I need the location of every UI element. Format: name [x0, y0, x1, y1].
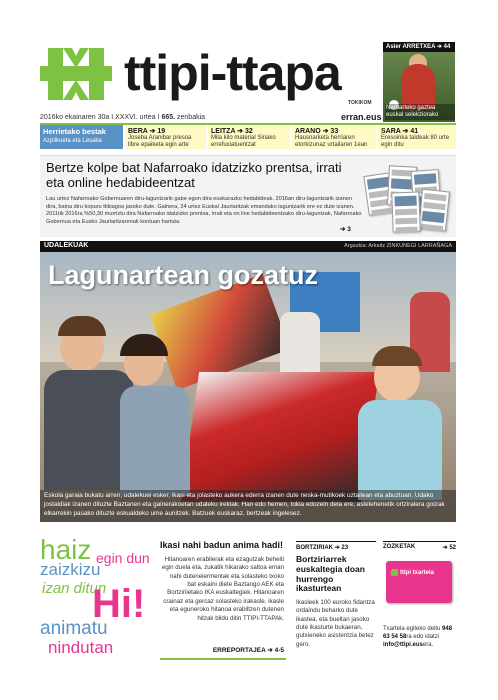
index-item-sara[interactable]: SARA ➔ 41 Eresoinka taldeak 80 urte egin ditu [377, 125, 456, 149]
index-bar [40, 125, 456, 149]
issue-number: 665. [161, 114, 176, 121]
girl-jacket [120, 386, 190, 496]
photo-headline: Lagunartean gozatuz [48, 260, 319, 290]
index-item-leitza[interactable]: LEITZA ➔ 32 Mila kilo material Siriako errefuxiatuentzat [207, 125, 290, 149]
zozketak-box[interactable] [383, 541, 456, 663]
lead-page-ref: ➔ 3 [340, 226, 351, 233]
ttipi-ttapa-logo-icon [40, 38, 112, 110]
tokikom-label: TOKIKOM [348, 100, 372, 106]
promo-word: haiz [40, 536, 92, 565]
anima-page-ref: ERREPORTAJEA ➔ 4-5 [212, 647, 284, 654]
card-name: ttipi txartela [400, 570, 435, 576]
site-link[interactable]: erran.eus [341, 112, 382, 122]
zozketak-body: Txartela egiteko deitu 948 63 54 58ra edo idatzi info@ttipi.eusera. [383, 626, 453, 649]
main-photo[interactable] [40, 252, 456, 522]
lead-body: Lau urtez Nafarroako Gobernuaren diru-laguntzarik gabe egon dira euskarazko hedabideak. 2016an diru-laguntzarik izanen dira, baina diru kopuru ttikiagoa jasoko dute. Gainera, 24 urtez Euskal Jaurlaritzak emandako laguntzarik ere ez dute izanen. 2011tik 2016ra %50,30 murriztu dira Nafarroako idatzizko prentsa, irrati eta on line hedabideentzako diru-laguntzak, Nafarroako Gobernua eta Eusko Jaurlaritzarenak kontuan hartuta. [46, 196, 362, 225]
issue-word: zenbakia [177, 114, 206, 121]
promo-top-page: ➔ 44 [436, 44, 451, 50]
index-item-arano[interactable]: ARANO ➔ 33 Hausnarketa herriaren etorkizunaz urtailaren 1ean [291, 125, 376, 149]
photo-caption: Eskola garaia bukatu arren, udalekuei esker, ikasi eta jolasteko aukera ederra izanen dute neska-mutikoek uztailean eta abuztuan. Udako jostaldiak izanen dituzte Baztanen eta gainerakoetan udaleku ireklak. Han edo hemen, tokia edozein dela ere, astelehenetik ortziralera goizak elkarrekin pasako dituzte eskualdeko ume aunitzek. Batzuek euskaraz, bertzeak ingelesez. [40, 490, 456, 522]
zozketak-label: ZOZKETAK [383, 544, 416, 550]
child-background [280, 312, 320, 372]
index-item-bera[interactable]: BERA ➔ 19 Joseba Aranibar presoa libre epaiketa egin arte [124, 125, 206, 149]
dateline: 2016ko ekainaren 30a I XXXVI. urtea I 665. zenbakia [40, 114, 206, 121]
painted-table [181, 372, 379, 502]
promo-top-caption: Narbarteko gaztea euskal selekziorako [385, 104, 455, 120]
zozketak-header [383, 541, 456, 552]
anima-divider [160, 658, 286, 660]
anima-body: Hitanoaren erabilerak eta ezagutzak beheiti egin duela eta, zukatik hikarako saltoa eman nahi duteneiermentak eta solasteko txoko bat eskaini diete Baztango AEK eta Bortziriietako IKA euskaltegiek. Hitanoaren crainaz eta gercaz solasteko irakasle, ikasle eta eguneroko hitanoa erabiltzen dutenen hitzak bildu ditin TTIPI-TTAPAk. [161, 556, 284, 622]
boy-right-shirt [358, 400, 442, 500]
card-logo-icon [391, 569, 398, 576]
masthead-title: ttipi-ttapa [124, 45, 341, 101]
promo-top-story[interactable] [383, 42, 455, 122]
hitano-promo[interactable] [40, 536, 157, 662]
newspaper [418, 189, 450, 232]
promo-word: animatu [40, 618, 108, 639]
section-label: UDALEKUAK [44, 242, 89, 249]
promo-word: izan ditun [42, 580, 107, 597]
bortziriak-story[interactable] [296, 541, 376, 663]
anima-story[interactable] [160, 536, 286, 660]
photo-credit: Argazkia: Arkaitz ZINKUNEGI LARRAÑAGA [344, 243, 452, 249]
index-main-title: Herrietako bestak [43, 127, 106, 136]
issue-date: 2016ko ekainaren 30a [40, 114, 110, 121]
ttipi-card-image [386, 561, 452, 603]
issue-year: XXXVI. urtea [115, 114, 156, 121]
anima-title: Ikasi nahi badun anima hadi! [160, 540, 284, 550]
bortziriak-title: Bortziriarrek euskaltegia doan hurrengo ikasturtean [296, 554, 365, 594]
promo-word: egin dun [96, 550, 150, 566]
newspaper [391, 192, 420, 233]
lead-story[interactable] [40, 155, 456, 237]
bortziriak-body: Ikasleek 100 euroko fidantza ordaindu beharko dute ikastea, eta bueltan jasoko dute ikasturte bukaeran, gutxieneko asistentzia betez gero. [296, 599, 375, 648]
section-header [40, 241, 456, 252]
lead-title: Bertze kolpe bat Nafarroako idatzizko prentsa, irrati eta online hedabideentzat [46, 160, 342, 190]
zozketak-page-ref: ➔ 52 [442, 545, 456, 551]
bortziriak-header [296, 541, 376, 552]
newspapers-image [366, 160, 452, 234]
phone-number[interactable]: 948 63 54 58 [383, 626, 453, 641]
email-link[interactable]: info@ttipi.eus [383, 642, 423, 649]
promo-top-tag: Asier ARRETXEA ➔ 44 [383, 42, 455, 52]
promo-word: zaizkizu [40, 560, 101, 579]
bortziriak-label: BORTZIRIAK ➔ 23 [296, 545, 349, 551]
index-main[interactable] [40, 125, 123, 149]
promo-word: Hi! [92, 582, 146, 626]
promo-word: nindutan [48, 638, 114, 657]
index-main-subtitle: Azpilkueta eta Lesaka [43, 138, 102, 144]
